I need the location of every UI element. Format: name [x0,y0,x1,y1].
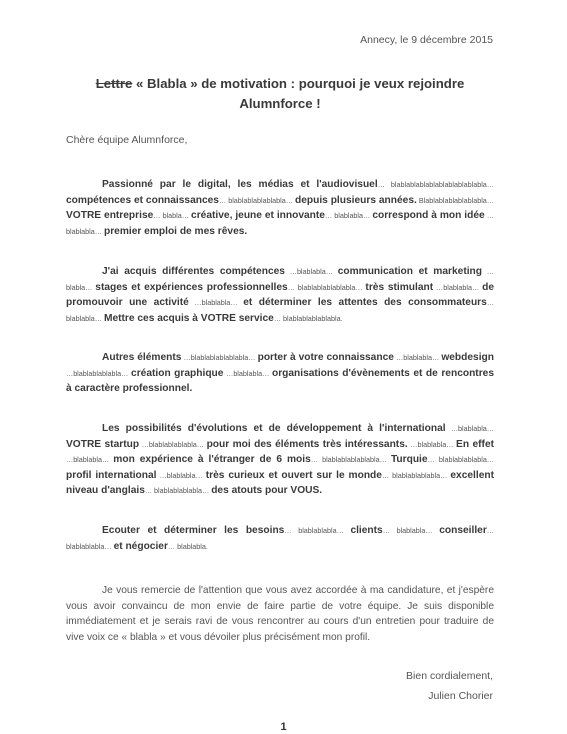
filler-text: … blablablablablabla… [310,455,391,465]
bold-phrase: pour moi des éléments très intéressants. [206,438,408,450]
filler-text: …blablabla… [156,470,206,480]
bold-phrase: organisations d'évènements et de rencontres à caractère professionnel. [66,367,494,395]
bold-phrase: et négocier [113,540,168,552]
bold-phrase: Passionné par le digital, les médias et l'audiovisuel [102,179,378,190]
paragraph-4 [66,421,494,499]
letter-date: Annecy, le 9 décembre 2015 [360,34,493,46]
filler-text: …blablabla… [66,455,114,465]
bold-phrase: des atouts pour VOUS. [211,485,323,497]
title-text: « Blabla » de motivation : pourquoi je veux rejoindre [132,76,465,91]
filler-text: …blabla… [66,267,494,292]
bold-phrase: très stimulant [365,281,434,293]
conclusion-paragraph [66,583,494,645]
bold-phrase: Mettre ces acquis à VOTRE service [103,312,274,324]
paragraph-3 [66,350,494,397]
filler-text: …blablablablablabla… [181,353,258,362]
filler-text: …blablabla… [284,267,338,276]
title-line-2: Alumnforce ! [239,96,321,111]
bold-phrase: créative, jeune et innovante [191,210,325,222]
paragraph-1 [66,177,494,239]
filler-text: …blablabla… [66,211,494,236]
filler-text: …blablabla… [188,298,244,308]
filler-text: … blablablablabla… [144,486,212,496]
paragraph-5 [66,523,494,554]
bold-phrase: Les possibilités d'évolutions et de développement à l'international [102,423,446,434]
filler-text: … blablabla… [324,211,373,221]
filler-text: Blablablablablablabla… [416,195,494,205]
bold-phrase: stages et expériences professionnelles [95,281,288,293]
closing-regards: Bien cordialement, [406,670,493,682]
bold-phrase: Autres éléments [102,352,182,363]
bold-phrase: communication et marketing [337,266,482,277]
bold-phrase: VOTRE entreprise [66,210,154,222]
title-struck-word: Lettre [95,76,133,91]
paragraph-2 [66,264,494,326]
bold-phrase: création graphique [131,367,224,379]
filler-text: … blablablabla… [284,526,351,535]
filler-text: … blablablablablablablablablabla… [377,180,494,189]
filler-text: … blabla… [153,211,192,221]
bold-phrase: compétences et connaissances [66,194,219,206]
bold-phrase: correspond à mon idée [372,210,485,222]
page-number: 1 [280,721,287,733]
filler-text: …blablabla… [393,353,442,362]
bold-phrase: profil international [66,469,157,481]
filler-text: … blablablablablabla… [218,195,295,205]
bold-phrase: Turquie [390,454,428,466]
bold-phrase: et déterminer les attentes des consommateurs [243,297,487,309]
salutation: Chère équipe Alumnforce, [66,134,188,146]
bold-phrase: conseiller [439,525,487,536]
filler-text: …blablabla… [407,439,457,449]
filler-text: …blablabla… [433,282,483,292]
bold-phrase: depuis plusieurs années. [295,194,417,206]
bold-phrase: En effet [456,438,494,450]
signature-name: Julien Chorier [428,690,493,702]
filler-text: …blablablablabla… [139,439,207,449]
filler-text: …blablablablabla… [66,368,132,378]
bold-phrase: de promouvoir une activité [66,281,494,309]
filler-text: …blablabla… [445,424,494,433]
bold-phrase: porter à votre connaissance [257,352,394,363]
filler-text: … blablablablabla… [381,470,451,480]
letter-title [60,74,500,114]
bold-phrase: clients [350,525,383,536]
conclusion-text: Je vous remercie de l'attention que vous avez accordée à ma candidature, et j'espère vous avoir convaincu de mon envie de faire partie de votre équipe. Je suis disponible immédiatement et je serais ravi de vous rencontrer au cours d'un entretien pour traduire de vive voix ce « blabla » et vous dévoiler plus précisément mon profil. [66,585,494,643]
bold-phrase: Ecouter et déterminer les besoins [102,525,285,536]
filler-text: … blablablablablabla. [273,313,343,323]
filler-text: … blablabla… [382,526,440,535]
bold-phrase: excellent niveau d'anglais [66,469,494,497]
filler-text: … blablabla… [66,298,494,323]
filler-text: … blablablablabla… [427,455,494,465]
bold-phrase: mon expérience à l'étranger de 6 mois [113,454,311,466]
filler-text: … blablablablablabla… [287,282,366,292]
bold-phrase: webdesign [441,352,494,363]
bold-phrase: J'ai acquis différentes compétences [102,266,285,277]
bold-phrase: premier emploi de mes rêves. [103,225,248,237]
filler-text: …blablabla… [223,368,272,378]
filler-text: … blablabla. [167,541,208,551]
bold-phrase: VOTRE startup [66,438,140,450]
filler-text: … blablablabla… [66,526,494,551]
bold-phrase: très curieux et ouvert sur le monde [205,469,382,481]
